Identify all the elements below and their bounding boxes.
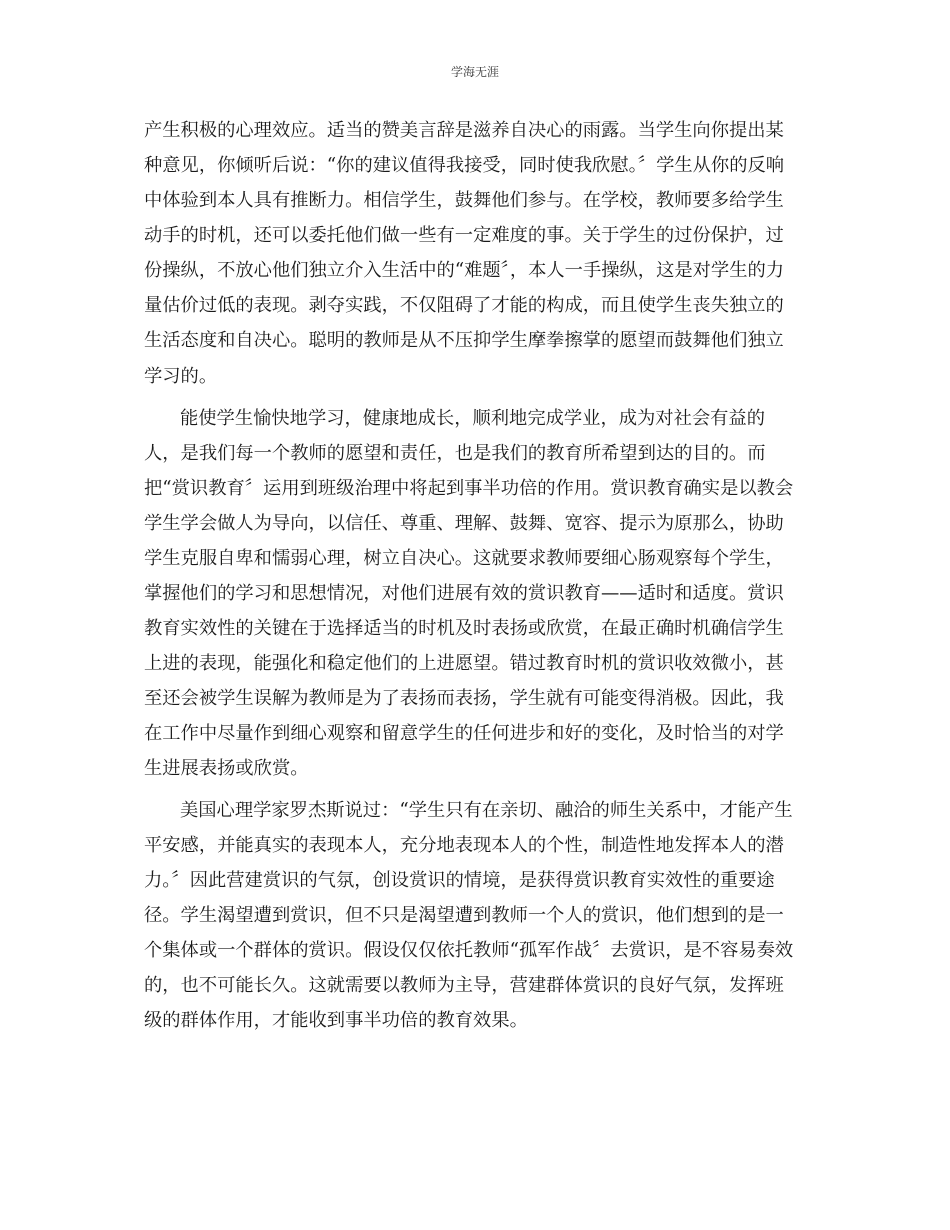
text-line: 把“赏识教育〞运用到班级治理中将起到事半功倍的作用。赏识教育确实是以教会 [144,478,794,499]
text-line: 能使学生愉快地学习，健康地成长，顺利地完成学业，成为对社会有益的 [180,408,765,429]
text-line: 份操纵，不放心他们独立介入生活中的“难题〞，本人一手操纵，这是对学生的力 [144,260,785,281]
text-line: 教育实效性的关键在于选择适当的时机及时表扬或欣赏，在最正确时机确信学生 [144,618,784,639]
text-line: 量估价过低的表现。剥夺实践，不仅阻碍了才能的构成，而且使学生丧失独立的 [144,295,784,316]
text-line: 平安感，并能真实的表现本人，充分地表现本人的个性，制造性地发挥本人的潜 [144,835,784,856]
text-line: 上进的表现，能强化和稳定他们的上进愿望。错过教育时机的赏识收效微小，甚 [144,653,784,674]
text-line: 产生积极的心理效应。适当的赞美言辞是滋养自决心的雨露。当学生向你提出某 [144,120,784,141]
text-line: 力。〞因此营建赏识的气氛，创设赏识的情境，是获得赏识教育实效性的重要途 [144,870,775,891]
text-line: 生进展表扬或欣赏。 [144,758,309,779]
text-line: 美国心理学家罗杰斯说过：“学生只有在亲切、融洽的师生关系中，才能产生 [180,800,793,821]
text-line: 种意见，你倾听后说：“你的建议值得我接受，同时使我欣慰。〞学生从你的反响 [144,155,785,176]
text-line: 个集体或一个群体的赏识。假设仅仅依托教师“孤军作战〞去赏识，是不容易奏效 [144,940,794,961]
text-line: 人，是我们每一个教师的愿望和责任，也是我们的教育所希望到达的目的。而 [144,443,766,464]
page-header-title: 学海无涯 [450,65,499,79]
text-line: 径。学生渴望遭到赏识，但不只是渴望遭到教师一个人的赏识，他们想到的是一 [144,905,784,926]
text-line: 学习的。 [144,366,218,387]
text-line: 在工作中尽量作到细心观察和留意学生的任何进步和好的变化，及时恰当的对学 [144,723,784,744]
text-line: 至还会被学生误解为教师是为了表扬而表扬，学生就有可能变得消极。因此，我 [144,688,784,709]
text-line: 掌握他们的学习和思想情况，对他们进展有效的赏识教育——适时和适度。赏识 [144,583,784,604]
text-line: 中体验到本人具有推断力。相信学生，鼓舞他们参与。在学校，教师要多给学生 [144,190,784,211]
text-line: 的，也不可能长久。这就需要以教师为主导，营建群体赏识的良好气氛，发挥班 [144,975,784,996]
text-line: 生活态度和自决心。聪明的教师是从不压抑学生摩拳擦掌的愿望而鼓舞他们独立 [144,330,784,351]
text-line: 学生学会做人为导向，以信任、尊重、理解、鼓舞、宽容、提示为原那么，协助 [144,513,784,534]
text-line: 动手的时机，还可以委托他们做一些有一定难度的事。关于学生的过份保护，过 [144,225,784,246]
text-line: 学生克服自卑和懦弱心理，树立自决心。这就要求教师要细心肠观察每个学生， [144,548,784,569]
text-line: 级的群体作用，才能收到事半功倍的教育效果。 [144,1010,528,1031]
